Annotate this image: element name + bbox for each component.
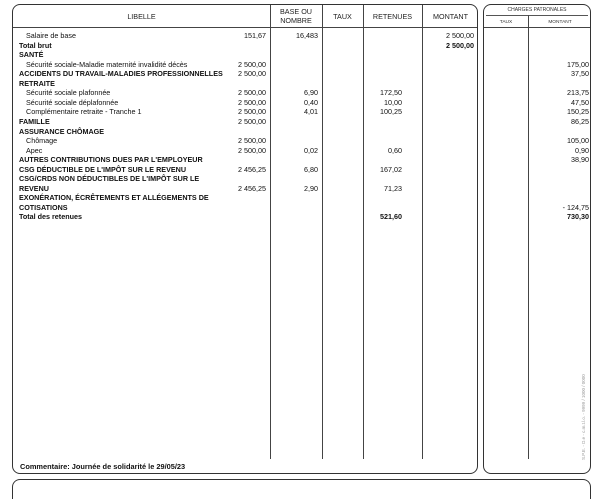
cell-montant: 2 500,00	[446, 31, 474, 40]
cell-p-montant: - 124,75	[562, 202, 589, 212]
header-base: BASE OU NOMBRE	[280, 7, 312, 25]
cell-base: 2 500,00	[238, 136, 266, 146]
cell-montant: 2 500,00	[446, 40, 474, 50]
row-label: Total des retenues	[19, 212, 82, 222]
next-section-box	[12, 479, 591, 499]
cell-retenues: 71,23	[384, 183, 402, 193]
cell-taux: 4,01	[304, 107, 318, 117]
cell-retenues: 521,60	[380, 212, 402, 222]
row-label: RETRAITE	[19, 78, 55, 88]
row-label: REVENU	[19, 183, 49, 193]
vertical-reference-note: S.P.E. - D.e - c.m.t.l.o. - 9999 / 1000 / 0000	[581, 374, 586, 460]
header-charges-patronales: CHARGES PATRONALES	[507, 7, 567, 13]
cell-p-montant: 86,25	[571, 116, 589, 126]
cell-base: 2 500,00	[238, 88, 266, 98]
cell-base: 2 456,25	[238, 164, 266, 174]
header-taux: TAUX	[333, 11, 352, 21]
cell-base: 2 456,25	[238, 183, 266, 193]
cell-base: 2 500,00	[238, 107, 266, 117]
row-label: Total brut	[19, 40, 52, 50]
cell-p-montant: 37,50	[571, 69, 589, 79]
cell-base: 2 500,00	[238, 59, 266, 69]
charges-title-divider	[486, 15, 588, 16]
cell-retenues: 100,25	[380, 107, 402, 117]
row-label: ACCIDENTS DU TRAVAIL-MALADIES PROFESSIONNELLES	[19, 69, 223, 79]
row-label: CSG/CRDS NON DÉDUCTIBLES DE L'IMPÔT SUR LE	[19, 174, 200, 184]
charges-header-divider	[484, 27, 590, 28]
cell-base: 2 500,00	[238, 69, 266, 79]
row-label: CSG DÉDUCTIBLE DE L'IMPÔT SUR LE REVENU	[19, 164, 187, 174]
comment-text: Commentaire: Journée de solidarité le 29/05/23	[20, 462, 186, 471]
row-label: EXONÉRATION, ÉCRÊTEMENTS ET ALLÉGEMENTS DE	[19, 193, 209, 203]
cell-base: 2 500,00	[238, 145, 266, 155]
cell-taux: 6,80	[304, 164, 318, 174]
row-label: Apec	[26, 145, 43, 155]
row-label: ASSURANCE CHÔMAGE	[19, 126, 105, 136]
cell-taux: 6,90	[304, 88, 318, 98]
cell-p-montant: 38,90	[571, 155, 589, 165]
row-label: Sécurité sociale-Maladie maternité invalidité décès	[26, 59, 188, 69]
cell-taux: 0,40	[304, 97, 318, 107]
row-label: COTISATIONS	[19, 202, 68, 212]
row-label: Complémentaire retraite - Tranche 1	[26, 107, 142, 117]
cell-p-montant: 105,00	[567, 136, 589, 146]
cell-taux: 16,483	[296, 31, 318, 40]
row-label: FAMILLE	[19, 116, 50, 126]
cell-base: 2 500,00	[238, 116, 266, 126]
header-libelle: LIBELLE	[127, 11, 156, 21]
row-label: AUTRES CONTRIBUTIONS DUES PAR L'EMPLOYEUR	[19, 155, 203, 165]
header-retenues: RETENUES	[372, 11, 413, 21]
row-label: SANTÉ	[19, 50, 44, 60]
header-charges-taux: TAUX	[499, 20, 513, 25]
row-label: Sécurité sociale déplafonnée	[26, 97, 119, 107]
cell-retenues: 172,50	[380, 88, 402, 98]
header-montant: MONTANT	[433, 11, 468, 21]
cell-p-montant: 213,75	[567, 88, 589, 98]
header-charges-montant: MONTANT	[548, 20, 572, 25]
cell-taux: 2,90	[304, 183, 318, 193]
cell-retenues: 0,60	[388, 145, 402, 155]
cell-retenues: 10,00	[384, 97, 402, 107]
cell-taux: 0,02	[304, 145, 318, 155]
cell-base: 2 500,00	[238, 97, 266, 107]
cell-p-montant: 730,30	[567, 212, 589, 222]
cell-p-montant: 47,50	[571, 97, 589, 107]
cell-p-montant: 0,90	[575, 145, 589, 155]
cell-p-montant: 150,25	[567, 107, 589, 117]
cell-base: 151,67	[244, 31, 266, 40]
row-label: Sécurité sociale plafonnée	[26, 88, 111, 98]
header-divider	[13, 27, 477, 28]
charges-col-divider	[528, 15, 529, 459]
row-label: Salaire de base	[26, 31, 76, 40]
cell-p-montant: 175,00	[567, 59, 589, 69]
row-label: Chômage	[26, 136, 58, 146]
cell-retenues: 167,02	[380, 164, 402, 174]
